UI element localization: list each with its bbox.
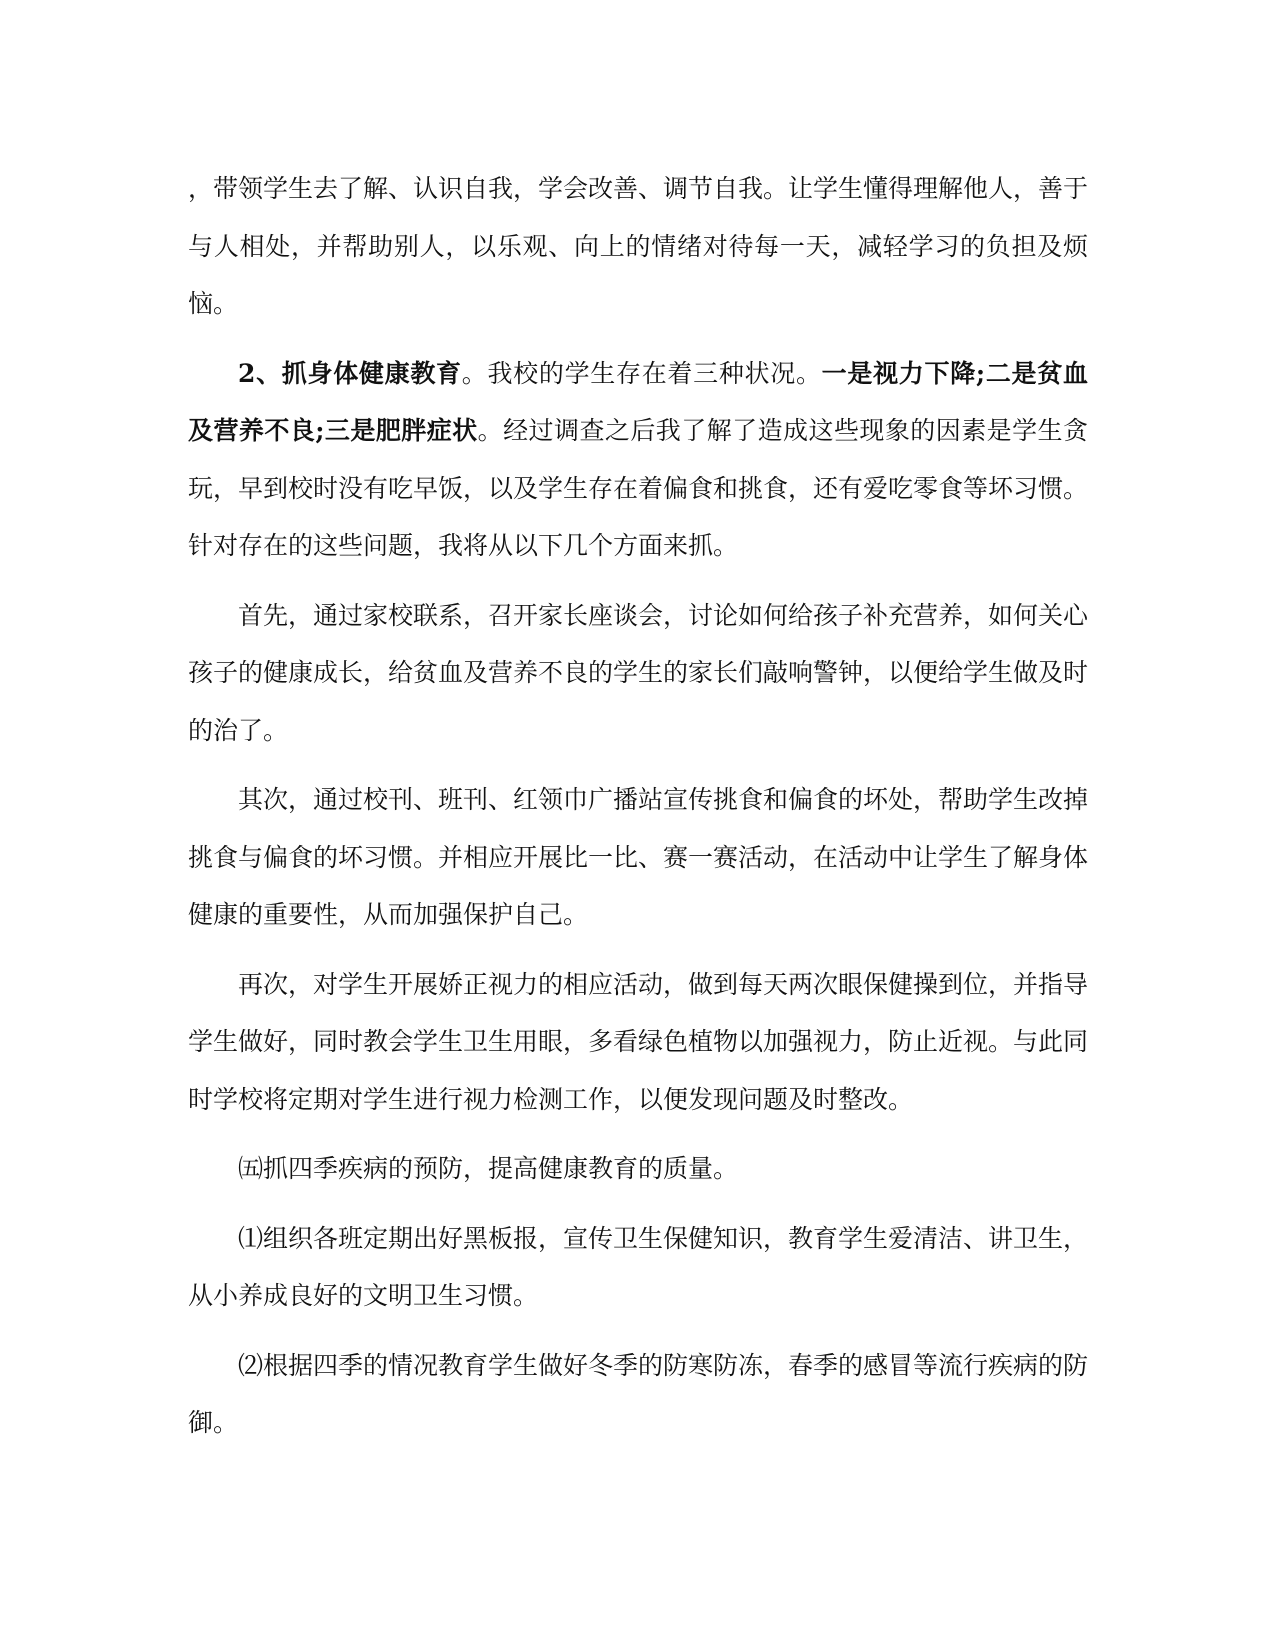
paragraph-item-2: ⑵根据四季的情况教育学生做好冬季的防寒防冻，春季的感冒等流行疾病的防御。 — [188, 1350, 1089, 1437]
paragraph-continuation: ，带领学生去了解、认识自我，学会改善、调节自我。让学生懂得理解他人，善于与人相处，并帮助别人，以乐观、向上的情绪对待每一天，减轻学习的负担及烦恼。 — [188, 174, 1089, 318]
paragraph-first: 首先，通过家校联系，召开家长座谈会，讨论如何给孩子补充营养，如何关心孩子的健康成长，给贫血及营养不良的学生的家长们敲响警钟，以便给学生做及时的治了。 — [188, 600, 1089, 745]
paragraph-text: 。我校的学生存在着三种状况。 — [461, 358, 822, 388]
paragraph-item-1: ⑴组织各班定期出好黑板报，宣传卫生保健知识，教育学生爱清洁、讲卫生，从小养成良好的文明卫生习惯。 — [188, 1223, 1089, 1310]
paragraph-text: 。经过调查之后我了解了造成这些现象的因素是学生贪玩，早到校时没有吃早饭，以及学生存在着偏食和挑食，还有爱吃零食等坏习惯。针对存在的这些问题，我将从以下几个方面来抓。 — [188, 416, 1089, 560]
document-page — [188, 160, 1088, 1452]
bold-conditions-list: 一是视力下降;二是贫血及营养不良;三是肥胖症状 — [188, 358, 1088, 445]
paragraph-section-five: ㈤抓四季疾病的预防，提高健康教育的质量。 — [238, 1154, 739, 1183]
paragraph-physical-health — [188, 345, 1088, 575]
paragraph-third: 再次，对学生开展娇正视力的相应活动，做到每天两次眼保健操到位，并指导学生做好，同时教会学生卫生用眼，多看绿色植物以加强视力，防止近视。与此同时学校将定期对学生进行视力检测工作，以便发现问题及时整改。 — [188, 969, 1089, 1114]
paragraph-second: 其次，通过校刊、班刊、红领巾广播站宣传挑食和偏食的坏处，帮助学生改掉挑食与偏食的坏习惯。并相应开展比一比、赛一赛活动，在活动中让学生了解身体健康的重要性，从而加强保护自己。 — [188, 785, 1089, 929]
section-heading: 2、抓身体健康教育 — [238, 358, 462, 388]
